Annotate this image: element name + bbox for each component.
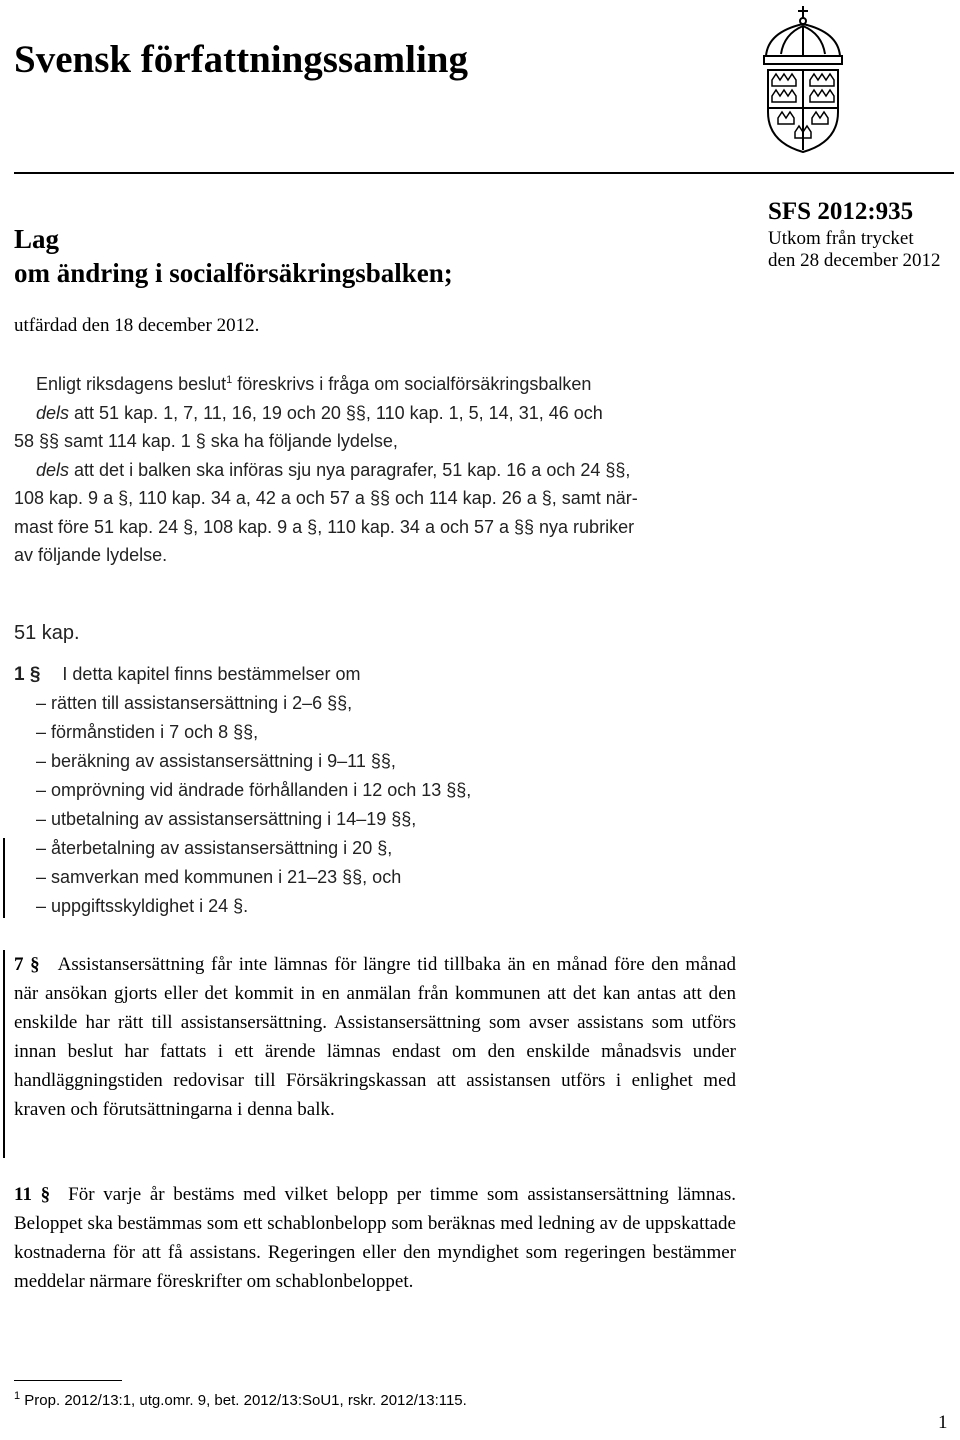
swedish-coat-of-arms-icon: [756, 4, 850, 154]
chapter-heading: 51 kap.: [14, 622, 80, 644]
intro-dels-1: dels: [36, 402, 70, 423]
section-7-number: 7 §: [14, 954, 40, 975]
section-7-text: Assistansersättning får inte lämnas för längre tid tillbaka än en månad före den månad när ansökan gjorts eller det kommit in en anmälan från kommunen att det kan antas att den enskilde har rätt till assistansersättning. Assistansersättning som avser assistans som utförs innan beslut har fattats i ett ärende lämnas endast om den enskilde månadsvis under handläggningstiden redovisar till Försäkringskassan att assistansen utförs i enlighet med kraven och förutsättningarna i denna balk.: [14, 954, 737, 1120]
sfs-block: [768, 196, 941, 272]
section-7: [14, 950, 736, 1124]
intro-line-6: mast före 51 kap. 24 §, 108 kap. 9 a §, 110 kap. 34 a och 57 a §§ nya rubriker: [14, 516, 635, 537]
section-1-lead: [14, 660, 754, 689]
header-rule: [14, 172, 954, 174]
change-bar-2: [3, 950, 5, 1158]
list-item: – rätten till assistansersättning i 2–6 §§,: [36, 693, 353, 713]
intro-line-7: av följande lydelse.: [14, 545, 168, 565]
list-item: – omprövning vid ändrade förhållanden i 12 och 13 §§,: [36, 780, 472, 800]
list-item: – beräkning av assistansersättning i 9–11 §§,: [36, 751, 396, 771]
footnote: [14, 1390, 467, 1412]
section-11-text: För varje år bestäms med vilket belopp per timme som assistansersättning lämnas. Beloppet ska bestämmas som ett schablonbelopp som beräknas med ledning av de uppskattade kostnaderna för att få assistans. Regeringen eller den myndighet som regeringen bestämmer meddelar närmare föreskrifter om schablonbeloppet.: [14, 1184, 736, 1292]
intro-line-3: 58 §§ samt 114 kap. 1 § ska ha följande lydelse,: [14, 431, 398, 451]
published-line1: Utkom från trycket: [768, 228, 914, 249]
published-line2: den 28 december 2012: [768, 250, 941, 271]
sfs-number: SFS 2012:935: [768, 198, 914, 225]
footnote-text: Prop. 2012/13:1, utg.omr. 9, bet. 2012/13:SoU1, rskr. 2012/13:115.: [24, 1392, 467, 1409]
list-item: – samverkan med kommunen i 21–23 §§, och: [36, 867, 402, 887]
change-bar-1: [3, 838, 5, 918]
footnote-ref[interactable]: 1: [226, 374, 233, 386]
footnote-rule: [14, 1380, 122, 1381]
issued-date: utfärdad den 18 december 2012.: [14, 315, 260, 336]
publication-title: Svensk författningssamling: [14, 38, 468, 81]
intro-line-2: [36, 399, 742, 428]
list-item: – återbetalning av assistansersättning i 20 §,: [36, 838, 393, 858]
intro-line-4-rest: att det i balken ska införas sju nya paragrafer, 51 kap. 16 a och 24 §§,: [69, 459, 631, 480]
section-1-lead-text: I detta kapitel finns bestämmelser om: [62, 664, 361, 684]
law-title-line1: Lag: [14, 224, 60, 254]
intro-line-2-rest: att 51 kap. 1, 7, 11, 16, 19 och 20 §§, 110 kap. 1, 5, 14, 31, 46 och: [69, 402, 603, 423]
section-1-number: 1 §: [14, 664, 41, 685]
intro-paragraph: [14, 370, 742, 570]
intro-line-5: 108 kap. 9 a §, 110 kap. 34 a, 42 a och 57 a §§ och 114 kap. 26 a §, samt när-: [14, 488, 638, 508]
section-11-number: 11 §: [14, 1184, 51, 1205]
intro-line-4: [36, 456, 742, 485]
page-number: 1: [938, 1412, 948, 1433]
intro-line-1: [36, 370, 742, 399]
list-item: – utbetalning av assistansersättning i 14–19 §§,: [36, 809, 417, 829]
intro-dels-2: dels: [36, 459, 70, 480]
intro-line-1-a: Enligt riksdagens beslut: [36, 374, 227, 394]
intro-line-1-b: föreskrivs i fråga om socialförsäkringsbalken: [232, 374, 592, 394]
law-title: [14, 222, 453, 290]
list-item: – uppgiftsskyldighet i 24 §.: [36, 896, 249, 916]
section-11: [14, 1180, 736, 1296]
footnote-marker: 1: [14, 1390, 21, 1402]
law-title-line2: om ändring i socialförsäkringsbalken;: [14, 258, 453, 288]
section-1: [14, 660, 754, 921]
list-item: – förmånstiden i 7 och 8 §§,: [36, 722, 259, 742]
